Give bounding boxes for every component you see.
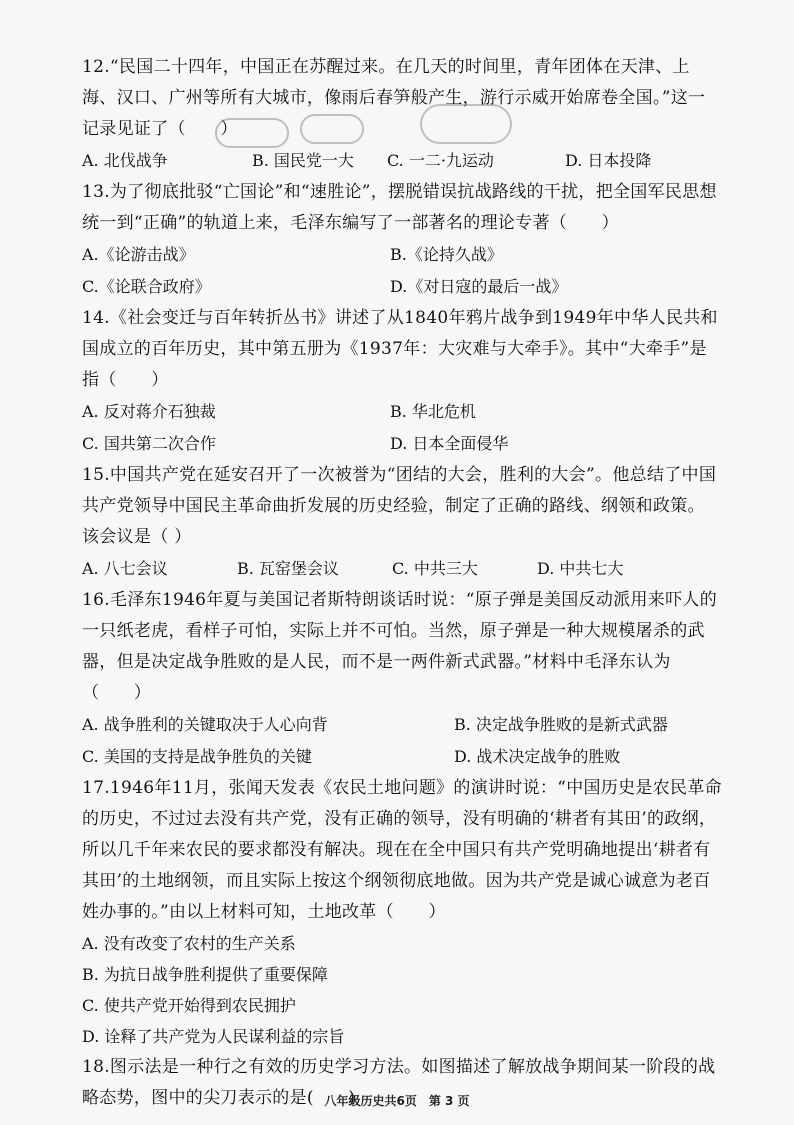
question-14-option-a: A. 反对蒋介石独裁	[82, 402, 216, 421]
question-12-option-a: A. 北伐战争	[82, 151, 168, 170]
question-13-option-b: B.《论持久战》	[390, 245, 503, 264]
question-17	[82, 773, 722, 1052]
question-13	[82, 177, 722, 303]
question-12-option-b: B. 国民党一大	[252, 151, 354, 170]
question-16-option-c: C. 美国的支持是战争胜负的关键	[82, 747, 312, 766]
question-17-stem: 17.1946年11月，张闻天发表《农民土地问题》的演讲时说：“中国历史是农民革命的历史，不过过去没有共产党，没有正确的领导，没有明确的‘耕者有其田’的政纲，所以几千年来农民的要求都没有解决。现在在全中国只有共产党明确地提出‘耕者有其田’的土地纲领，而且实际上按这个纲领彻底地做。因为共产党是诚心诚意为老百姓办事的。”由以上材料可知，土地改革（ ）	[82, 778, 722, 922]
question-16-options-row-2	[82, 741, 722, 773]
question-12-option-d: D. 日本投降	[565, 151, 652, 170]
question-12-options	[82, 145, 722, 177]
question-15-option-b: B. 瓦窑堡会议	[237, 559, 339, 578]
question-16-options-row-1	[82, 709, 722, 741]
question-15-option-c: C. 中共三大	[392, 559, 478, 578]
question-16	[82, 585, 722, 773]
question-14	[82, 303, 722, 460]
question-13-options-row-1	[82, 239, 722, 271]
question-16-option-b: B. 决定战争胜败的是新式武器	[454, 715, 668, 734]
question-15-stem: 15.中国共产党在延安召开了一次被誉为“团结的大会，胜利的大会”。他总结了中国共产党领导中国民主革命曲折发展的历史经验，制定了正确的路线、纲领和政策。该会议是（ ）	[82, 465, 717, 547]
question-17-option-b: B. 为抗日战争胜利提供了重要保障	[82, 965, 328, 984]
question-17-option-c: C. 使共产党开始得到农民拥护	[82, 996, 296, 1015]
question-12	[82, 52, 722, 177]
question-14-stem: 14.《社会变迁与百年转折丛书》讲述了从1840年鸦片战争到1949年中华人民共和国成立的百年历史，其中第五册为《1937年：大灾难与大牵手》。其中“大牵手”是指（ ）	[82, 308, 718, 390]
question-13-option-a: A.《论游击战》	[82, 245, 195, 264]
question-13-option-d: D.《对日寇的最后一战》	[390, 277, 568, 296]
question-14-options-row-2	[82, 428, 722, 460]
question-16-option-d: D. 战术决定战争的胜败	[454, 747, 621, 766]
question-14-option-d: D. 日本全面侵华	[390, 434, 509, 453]
question-13-option-c: C.《论联合政府》	[82, 277, 211, 296]
question-18-stem: 18.图示法是一种行之有效的历史学习方法。如图描述了解放战争期间某一阶段的战略态势，图中的尖刀表示的是( )	[82, 1057, 716, 1108]
question-15	[82, 460, 722, 585]
question-list	[82, 52, 722, 1114]
page-footer: 八年级历史共6页 第 3 页	[324, 1094, 470, 1108]
question-14-option-c: C. 国共第二次合作	[82, 434, 216, 453]
question-14-options-row-1	[82, 396, 722, 428]
question-12-stem: 12.“民国二十四年，中国正在苏醒过来。在几天的时间里，青年团体在天津、上海、汉口、广州等所有大城市，像雨后春笋般产生，游行示威开始席卷全国。”这一记录见证了（ ）	[82, 57, 706, 139]
question-13-options-row-2	[82, 271, 722, 303]
question-15-option-d: D. 中共七大	[537, 559, 624, 578]
question-13-stem: 13.为了彻底批驳“亡国论”和“速胜论”，摆脱错误抗战路线的干扰，把全国军民思想统一到“正确”的轨道上来，毛泽东编写了一部著名的理论专著（ ）	[82, 182, 717, 233]
question-17-option-a: A. 没有改变了农村的生产关系	[82, 934, 296, 953]
question-15-options	[82, 553, 722, 585]
question-15-option-a: A. 八七会议	[82, 559, 168, 578]
question-12-option-c: C. 一二·九运动	[387, 151, 494, 170]
question-16-option-a: A. 战争胜利的关键取决于人心向背	[82, 715, 328, 734]
question-16-stem: 16.毛泽东1946年夏与美国记者斯特朗谈话时说：“原子弹是美国反动派用来吓人的一只纸老虎，看样子可怕，实际上并不可怕。当然，原子弹是一种大规模屠杀的武器，但是决定战争胜败的是人民，而不是一两件新式武器。”材料中毛泽东认为（ ）	[82, 590, 717, 703]
question-17-option-d: D. 诠释了共产党为人民谋利益的宗旨	[82, 1027, 345, 1046]
question-14-option-b: B. 华北危机	[390, 402, 476, 421]
